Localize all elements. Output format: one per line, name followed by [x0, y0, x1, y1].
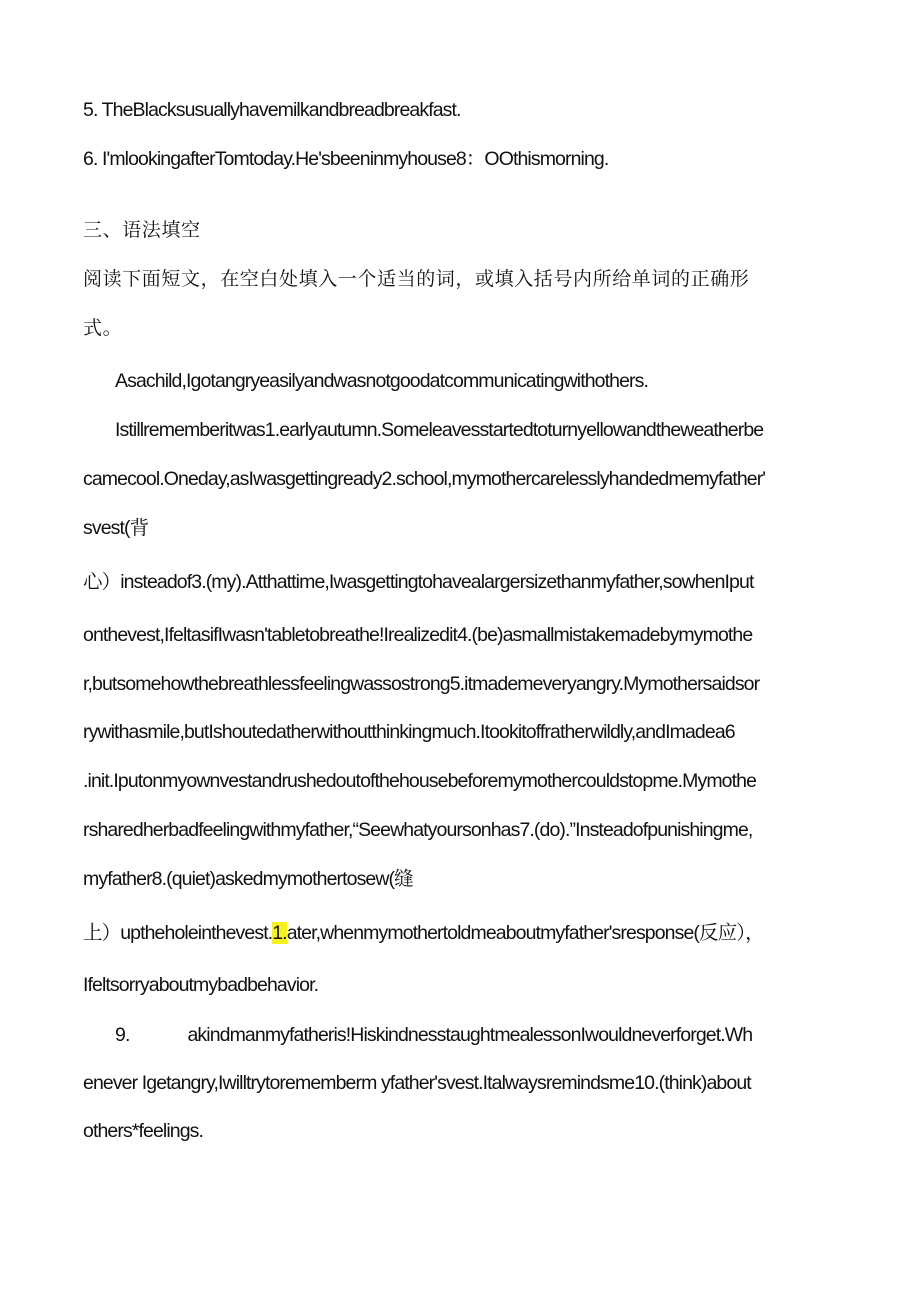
passage-line: svest(背	[83, 517, 149, 539]
passage-line: rywithasmile,butIshoutedatherwithoutthinkingmuch.Itookitoffratherwildly,andImadea6	[83, 721, 735, 743]
item-6	[83, 146, 608, 172]
passage-line: rsharedherbadfeelingwithmyfather,“Seewhatyoursonhas7.(do).”Insteadofpunishingme,	[83, 819, 753, 841]
blank-number: 9.	[115, 1024, 130, 1046]
passage-segment: akindmanmyfatheris!HiskindnesstaughtmealessonIwouldneverforget.Wh	[187, 1024, 753, 1046]
passage-line	[115, 1022, 752, 1048]
item-text: I'mlookingafterTomtoday.He'sbeeninmyhouse8：OOthismorning.	[102, 148, 609, 170]
passage-line: Asachild,Igotangryeasilyandwasnotgoodatcommunicatingwithothers.	[115, 370, 648, 392]
passage-line: others*feelings.	[83, 1120, 204, 1142]
passage-line: 心）insteadof3.(my).Atthattime,Iwasgettingtohavealargersizethanmyfather,sowhenIput	[83, 571, 754, 593]
passage-line: .init.Iputonmyownvestandrushedoutofthehousebeforemymothercouldstopme.Mymothe	[83, 770, 757, 792]
passage-line	[83, 920, 764, 946]
section-instruction: 阅读下面短文，在空白处填入一个适当的词，或填入括号内所给单词的正确形	[83, 268, 750, 290]
passage-line: r,butsomehowthebreathlessfeelingwassostrong5.itmademeveryangry.Mymothersaidsor	[83, 673, 760, 695]
passage-line: enever Igetangry,Iwilltrytorememberm yfather'svest.Italwaysremindsme10.(think)about	[83, 1072, 751, 1094]
highlighted-text: 1.	[272, 922, 287, 944]
item-text: TheBlacksusuallyhavemilkandbreadbreakfast.	[101, 99, 461, 121]
item-5	[83, 97, 461, 123]
item-number: 5.	[83, 99, 98, 121]
item-number: 6.	[83, 148, 98, 170]
passage-line: Ifeltsorryaboutmybadbehavior.	[83, 974, 319, 996]
passage-line: camecool.Oneday,asIwasgettingready2.school,mymothercarelesslyhandedmemyfather'	[83, 468, 766, 490]
passage-line: onthevest,IfeltasifIwasn'tabletobreathe!Irealizedit4.(be)asmallmistakemadebymymothe	[83, 624, 753, 646]
section-title: 三、语法填空	[83, 219, 201, 241]
passage-line: Istillrememberitwas1.earlyautumn.Someleavesstartedtoturnyellowandtheweatherbe	[115, 419, 764, 441]
passage-segment: ater,whenmymothertoldmeaboutmyfather'sresponse(反应），	[286, 922, 764, 944]
section-instruction-continued: 式。	[83, 317, 123, 339]
passage-line: myfather8.(quiet)askedmymothertosew(缝	[83, 868, 413, 890]
passage-segment: 上）uptheholeinthevest.	[83, 922, 273, 944]
